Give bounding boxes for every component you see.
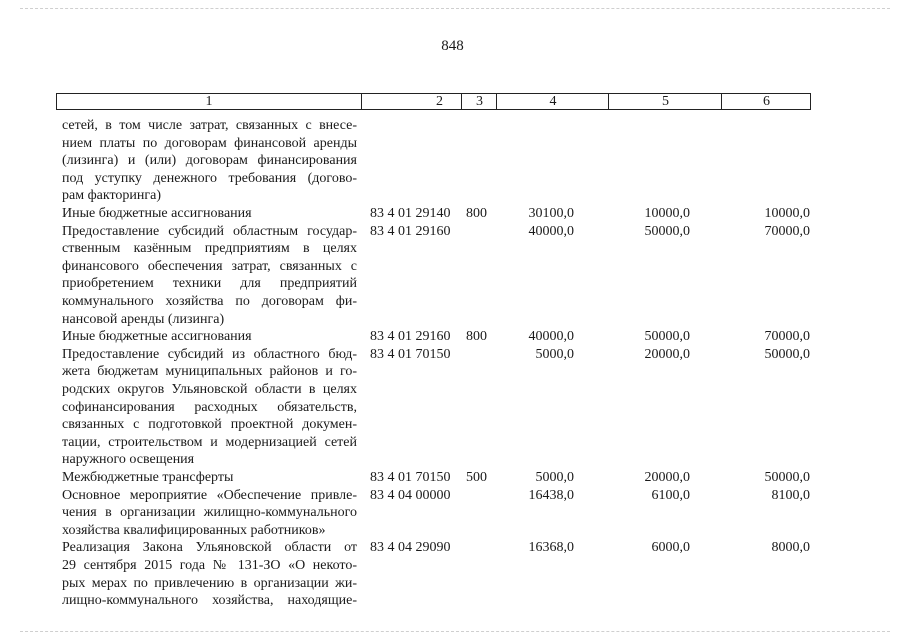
row-value-col5: 10000,0 — [644, 206, 690, 221]
row-code: 83 4 01 29160 — [370, 329, 451, 345]
row-description: Предоставление субсидий областным государ- — [62, 223, 357, 239]
row-value-col5: 50000,0 — [644, 329, 690, 345]
row-value-col6: 50000,0 — [764, 470, 810, 485]
row-value-col6: 70000,0 — [764, 223, 810, 239]
row-value-col4: 40000,0 — [528, 223, 574, 239]
row-code: 83 4 04 29090 — [370, 540, 451, 556]
row-description: чения в организации жилищно-коммунального — [62, 505, 357, 521]
row-description: Реализация Закона Ульяновской области от — [62, 540, 357, 556]
row-description: рых мерах по привлечению в организации жи- — [62, 575, 357, 591]
row-description: ственным казённым предприятиям в целях — [62, 241, 357, 257]
header-col-1: 1 — [205, 94, 213, 109]
row-value-col4: 30100,0 — [528, 206, 574, 221]
row-description: Основное мероприятие «Обеспечение привле- — [62, 487, 357, 503]
row-value-col4: 40000,0 — [528, 329, 574, 345]
row-value-col5: 20000,0 — [644, 470, 690, 485]
row-code: 83 4 01 70150 — [370, 346, 451, 362]
row-value-col6: 70000,0 — [764, 329, 810, 345]
scan-artifact-bottom — [20, 631, 890, 633]
row-value-col6: 8100,0 — [771, 487, 810, 503]
row-description: коммунального хозяйства по договорам фи- — [62, 294, 357, 309]
page-number: 848 — [441, 38, 464, 54]
row-description: родских округов Ульяновской области в целях — [62, 382, 357, 397]
row-value-col4: 5000,0 — [535, 346, 574, 362]
row-description: 29 сентября 2015 года № 131-ЗО «О некото- — [62, 558, 357, 573]
header-col-5: 5 — [608, 94, 722, 109]
row-description: нансовой аренды (лизинга) — [62, 311, 225, 327]
row-value-col5: 6100,0 — [651, 487, 690, 503]
row-code: 83 4 04 00000 — [370, 487, 451, 503]
row-value-col4: 16368,0 — [528, 540, 574, 556]
row-description: Иные бюджетные ассигнования — [62, 206, 252, 221]
table-header — [56, 93, 811, 110]
row-value-col4: 16438,0 — [528, 487, 574, 503]
row-description: финансового обеспечения затрат, связанных с — [62, 258, 357, 274]
row-value-col4: 5000,0 — [535, 470, 574, 485]
row-description: наружного освещения — [62, 452, 195, 468]
row-description: тации, строительством и модернизацией сетей — [62, 434, 357, 450]
row-description: под уступку денежного требования (догово- — [62, 170, 357, 186]
row-value-col6: 8000,0 — [771, 540, 810, 556]
row-expense-type: 800 — [466, 206, 487, 221]
row-description: нием платы по договорам финансовой аренды — [62, 135, 357, 151]
row-value-col6: 10000,0 — [764, 206, 810, 221]
row-description: (лизинга) и (или) договорам финансирования — [62, 153, 357, 169]
row-description: лищно-коммунального хозяйства, находящие- — [62, 593, 357, 609]
row-description: Межбюджетные трансферты — [62, 470, 234, 485]
row-description: связанных с подготовкой проектной докумен- — [62, 417, 357, 433]
row-description: жета бюджетам муниципальных районов и го- — [62, 364, 357, 380]
header-col-2: 2 — [361, 94, 517, 109]
row-description: хозяйства квалифицированных работников» — [62, 522, 326, 538]
header-col-4: 4 — [496, 94, 609, 109]
row-code: 83 4 01 29140 — [370, 206, 451, 221]
row-value-col5: 20000,0 — [644, 346, 690, 362]
row-value-col5: 6000,0 — [651, 540, 690, 556]
row-description: Предоставление субсидий из областного бюд- — [62, 346, 357, 362]
row-code: 83 4 01 29160 — [370, 223, 451, 239]
row-description: сетей, в том числе затрат, связанных с внесе- — [62, 118, 357, 133]
row-expense-type: 500 — [466, 470, 487, 485]
row-expense-type: 800 — [466, 329, 487, 345]
row-value-col6: 50000,0 — [764, 346, 810, 362]
header-col-6: 6 — [721, 94, 811, 109]
row-description: приобретением техники для предприятий — [62, 276, 357, 292]
row-description: софинансирования расходных обязательств, — [62, 399, 357, 415]
row-description: Иные бюджетные ассигнования — [62, 329, 252, 345]
row-description: рам факторинга) — [62, 188, 162, 204]
row-value-col5: 50000,0 — [644, 223, 690, 239]
scan-artifact-top — [20, 8, 890, 10]
row-code: 83 4 01 70150 — [370, 470, 451, 485]
header-col-3: 3 — [461, 94, 497, 109]
